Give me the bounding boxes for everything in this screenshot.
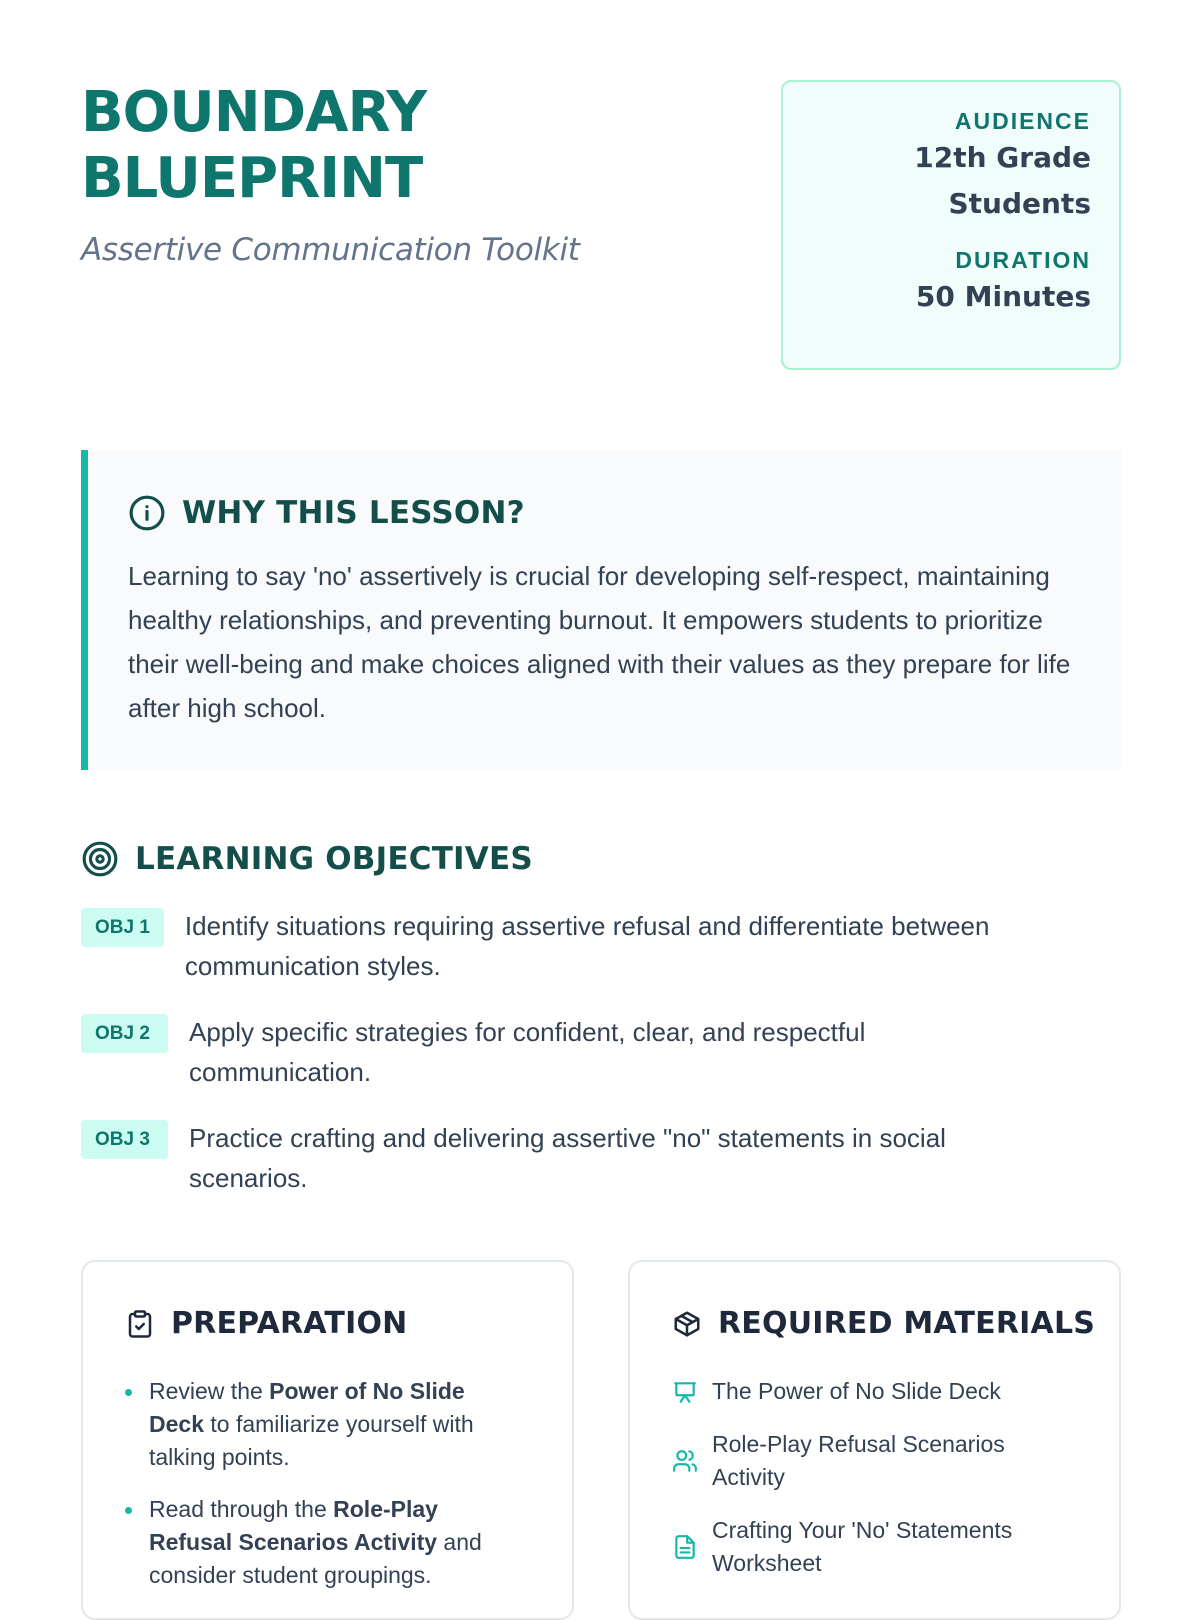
materials-list [672,1375,1119,1580]
prep-text: Review the [149,1378,270,1404]
material-label: The Power of No Slide Deck [712,1378,1001,1404]
document-icon [672,1534,698,1560]
objective-text: Identify situations requiring assertive refusal and differentiate between communication styles. [184,911,990,981]
preparation-list [125,1375,572,1592]
bullet-dot [125,1389,132,1396]
preparation-card [81,1260,574,1620]
prep-bold-text: Role-Play Refusal Scenarios Activity [149,1496,438,1555]
objectives-title: LEARNING OBJECTIVES [135,841,533,877]
materials-card [628,1260,1121,1620]
presentation-icon [672,1379,698,1405]
material-label: Crafting Your 'No' Statements Worksheet [712,1517,1013,1576]
lesson-meta-box [781,80,1121,370]
why-section-title: WHY THIS LESSON? [182,495,525,531]
objective-text: Practice crafting and delivering assertive "no" statements in social scenarios. [189,1123,946,1193]
bullet-dot [125,1507,132,1514]
objective-item [81,908,1121,986]
material-label: Role-Play Refusal Scenarios Activity [712,1431,1005,1490]
why-section-heading [128,494,1081,532]
objective-item [81,1014,1121,1092]
preparation-heading [125,1306,572,1341]
prep-text: to familiarize yourself with talking points. [149,1411,474,1470]
learning-objectives-section [81,840,1121,1198]
material-item[interactable] [672,1428,1072,1494]
objective-badge: OBJ 1 [81,908,164,947]
objective-item [81,1120,1121,1198]
objective-badge: OBJ 3 [81,1120,168,1159]
package-icon [672,1309,702,1339]
why-this-lesson-section [81,450,1121,770]
lesson-header [81,80,1121,370]
material-item[interactable] [672,1514,1072,1580]
title-line-2: BLUEPRINT [81,146,423,211]
materials-heading [672,1306,1119,1341]
material-item[interactable] [672,1375,1072,1408]
duration-label: DURATION [955,247,1091,273]
why-section-text: Learning to say 'no' assertively is crucial for developing self-respect, maintaining healthy relationships, and preventing burnout. It empowers students to prioritize their well-being and make choices aligned with their values as they prepare for life after high school. [128,561,1071,723]
preparation-title: PREPARATION [171,1306,408,1341]
title-line-1: BOUNDARY [81,80,427,145]
preparation-item [125,1493,525,1592]
page-subtitle: Assertive Communication Toolkit [81,232,580,268]
materials-title: REQUIRED MATERIALS [718,1306,1096,1341]
duration-value: 50 Minutes [915,280,1091,313]
prep-text: Read through the [149,1496,334,1522]
objective-text: Apply specific strategies for confident, clear, and respectful communication. [189,1017,866,1087]
users-icon [672,1448,698,1474]
audience-label: AUDIENCE [954,108,1091,134]
clipboard-check-icon [125,1309,155,1339]
preparation-item [125,1375,525,1474]
prep-text: and consider student groupings. [149,1529,482,1588]
info-circle-icon [128,494,166,532]
target-icon [81,840,119,878]
audience-value: 12th Grade Students [914,141,1091,220]
objectives-heading [81,840,1121,878]
objective-badge: OBJ 2 [81,1014,168,1053]
prep-bold-text: Power of No Slide Deck [149,1378,465,1437]
